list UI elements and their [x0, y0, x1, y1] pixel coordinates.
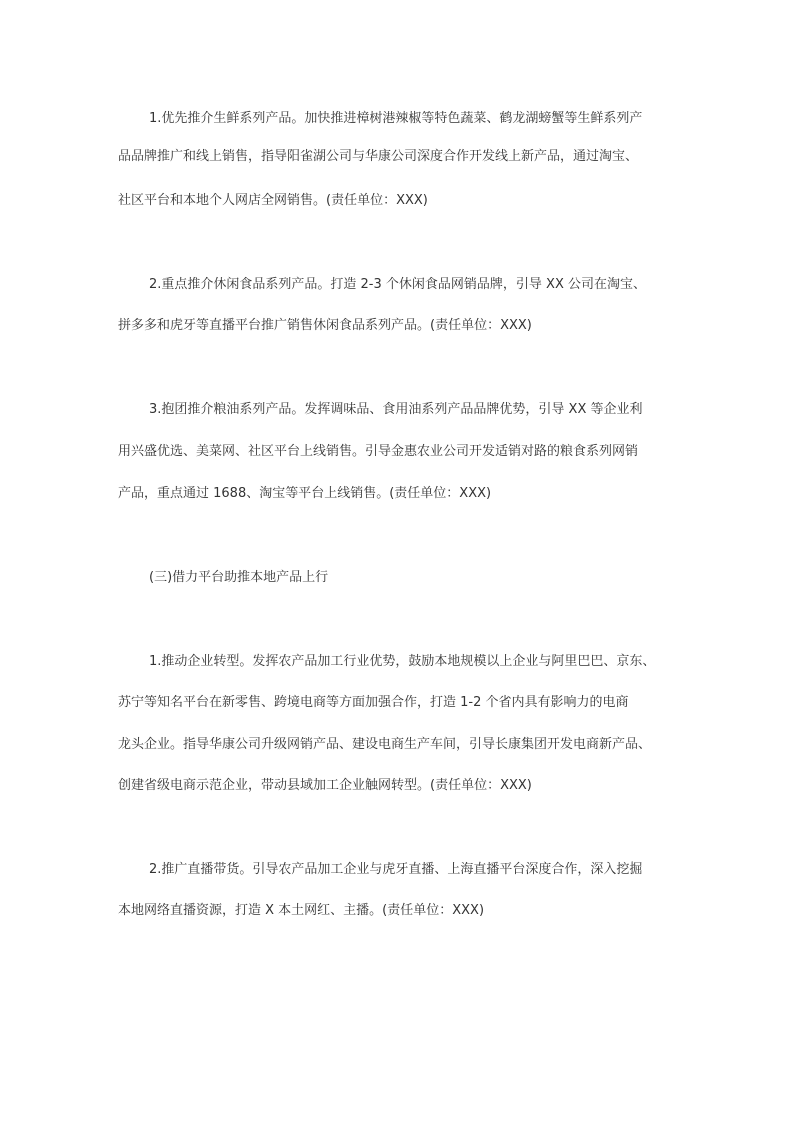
paragraph-4-line-4: 创建省级电商示范企业，带动县域加工企业触网转型。(责任单位：XXX): [118, 778, 532, 793]
paragraph-1-line-3: 社区平台和本地个人网店全网销售。(责任单位：XXX): [118, 193, 428, 208]
paragraph-2-line-2: 拼多多和虎牙等直播平台推广销售休闲食品系列产品。(责任单位：XXX): [118, 318, 532, 333]
paragraph-4-line-1: 1.推动企业转型。发挥农产品加工行业优势，鼓励本地规模以上企业与阿里巴巴、京东、: [149, 654, 656, 669]
paragraph-2-line-1: 2.重点推介休闲食品系列产品。打造 2-3 个休闲食品网销品牌，引导 XX 公司在淘宝、: [149, 277, 646, 292]
paragraph-1-line-1: 1.优先推介生鲜系列产品。加快推进樟树港辣椒等特色蔬菜、鹤龙湖螃蟹等生鲜系列产: [149, 111, 643, 126]
paragraph-4-line-3: 龙头企业。指导华康公司升级网销产品、建设电商生产车间，引导长康集团开发电商新产品、: [118, 737, 652, 752]
paragraph-3-line-1: 3.抱团推介粮油系列产品。发挥调味品、食用油系列产品品牌优势，引导 XX 等企业利: [149, 402, 643, 417]
paragraph-4-line-2: 苏宁等知名平台在新零售、跨境电商等方面加强合作，打造 1-2 个省内具有影响力的电商: [118, 695, 629, 710]
paragraph-1-line-2: 品品牌推广和线上销售，指导阳雀湖公司与华康公司深度合作开发线上新产品，通过淘宝、: [118, 149, 639, 164]
paragraph-3-line-2: 用兴盛优选、美菜网、社区平台上线销售。引导金惠农业公司开发适销对路的粮食系列网销: [118, 444, 639, 459]
section-heading: (三)借力平台助推本地产品上行: [149, 570, 329, 585]
paragraph-5-line-1: 2.推广直播带货。引导农产品加工企业与虎牙直播、上海直播平台深度合作，深入挖掘: [149, 862, 643, 877]
paragraph-3-line-3: 产品，重点通过 1688、淘宝等平台上线销售。(责任单位：XXX): [118, 486, 492, 501]
paragraph-5-line-2: 本地网络直播资源，打造 X 本土网红、主播。(责任单位：XXX): [118, 903, 485, 918]
